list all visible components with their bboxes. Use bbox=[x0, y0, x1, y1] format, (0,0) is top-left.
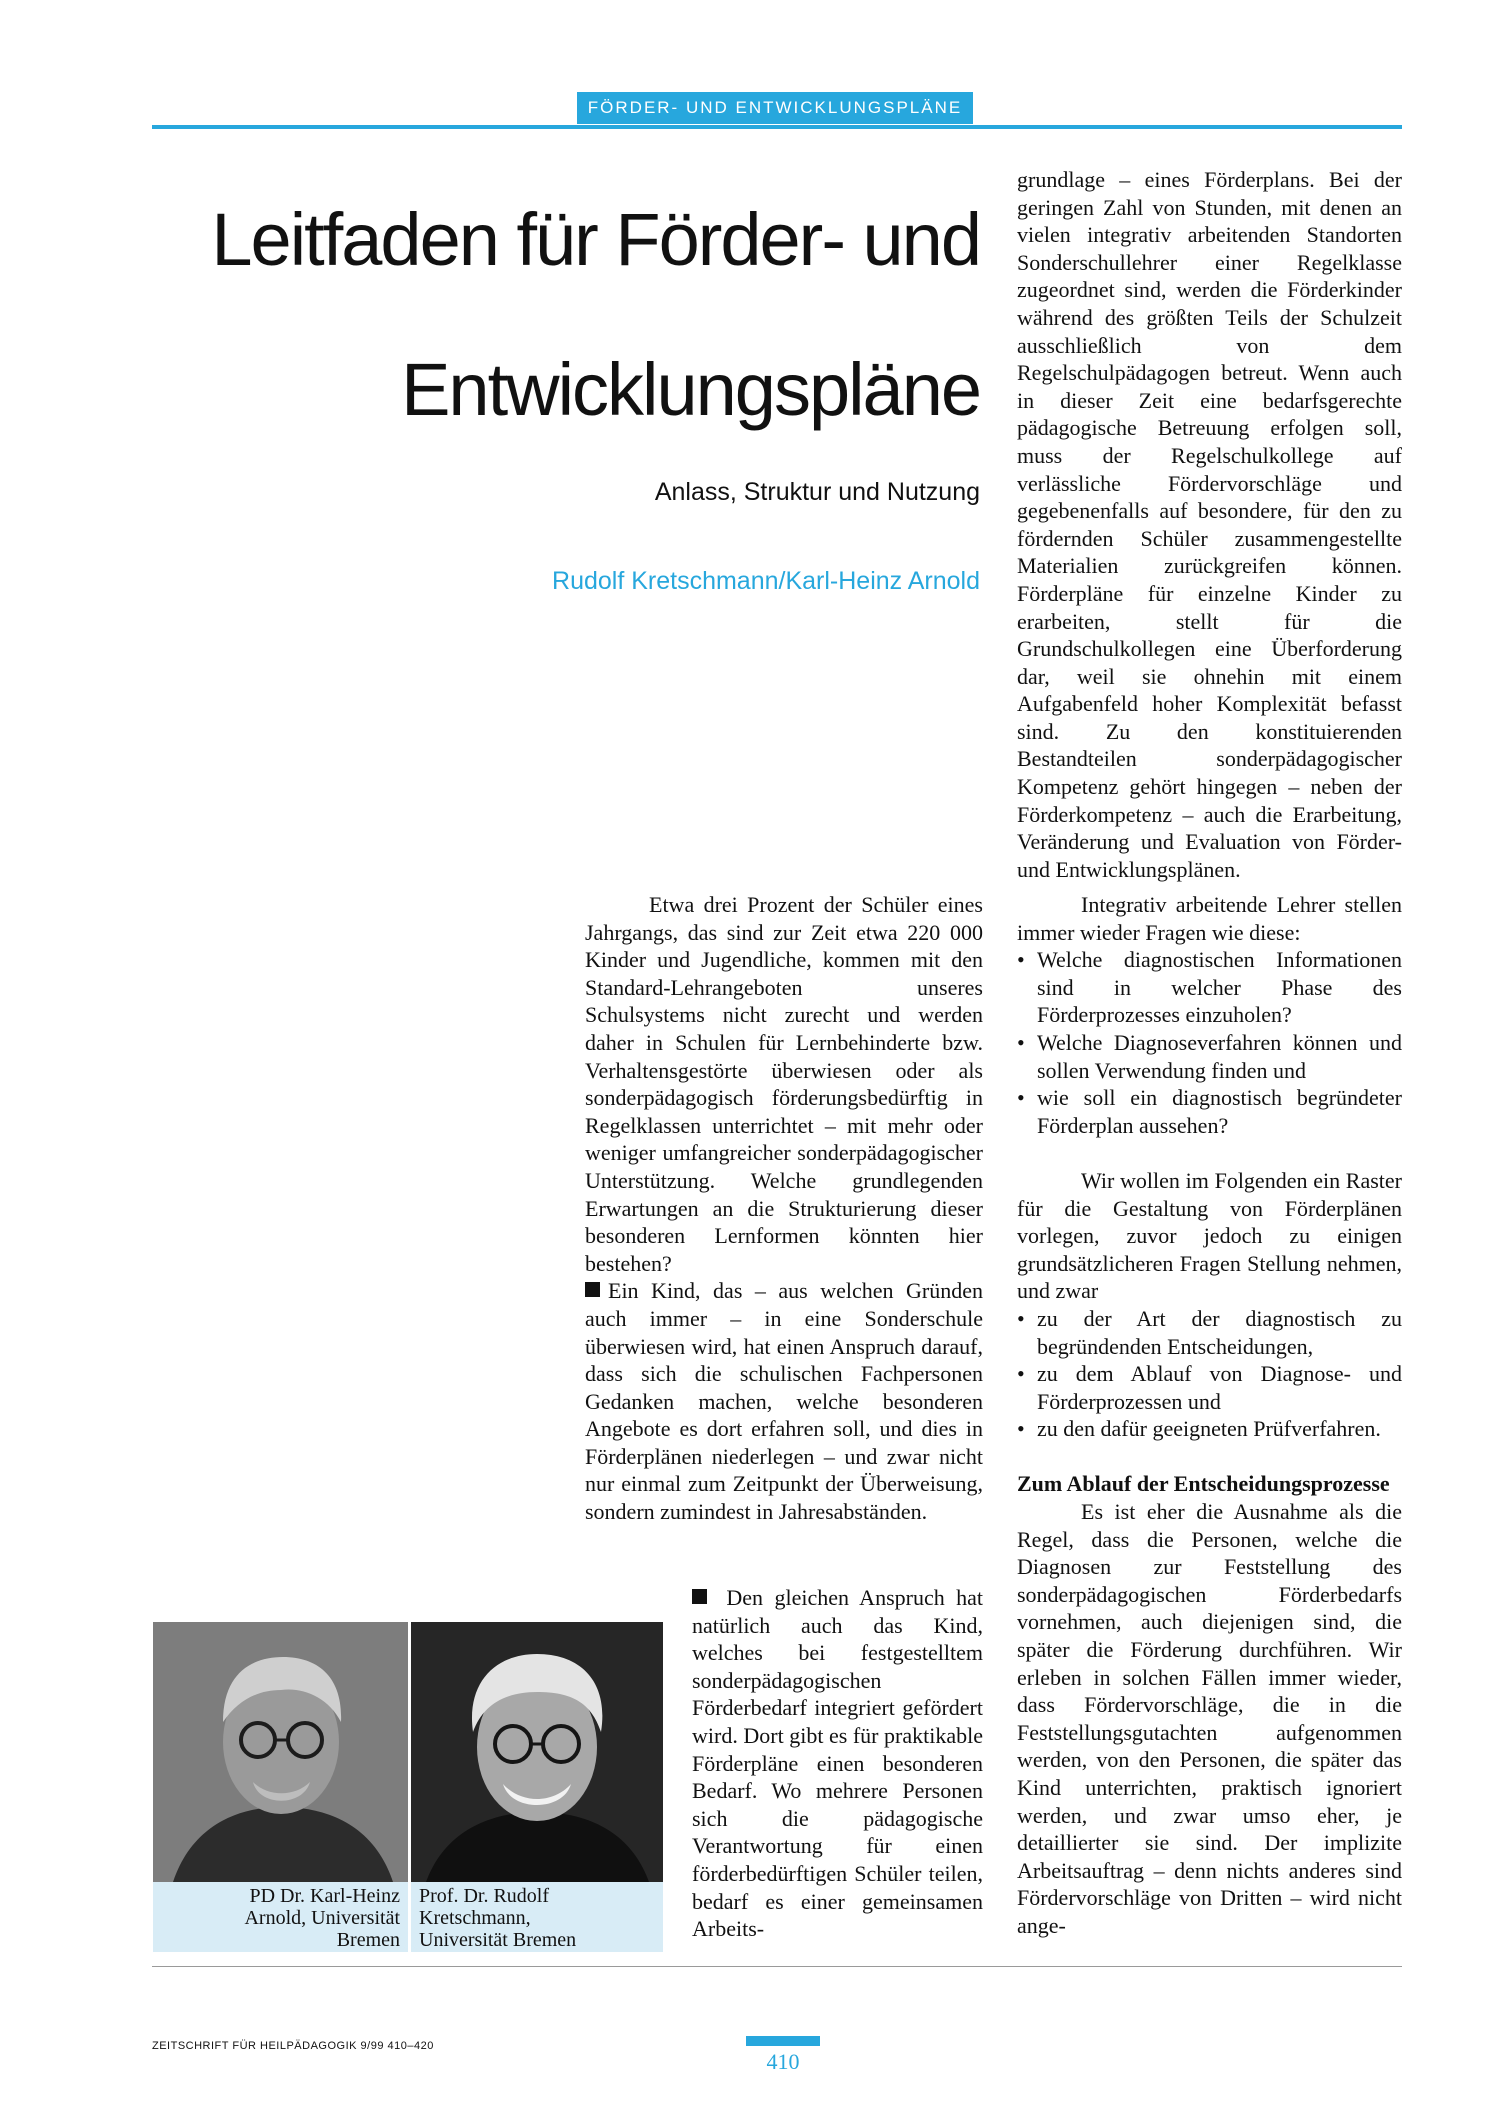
article-title-line2: Entwicklungspläne bbox=[401, 348, 980, 431]
header-rule bbox=[152, 125, 1402, 129]
portrait-kretschmann-image bbox=[411, 1622, 663, 1882]
paragraph: Wir wollen im Folgenden ein Raster für die Gestaltung von Förderplänen vorlegen, zuvor jedoch zu einigen grundsätzlicheren Fragen Stellung nehmen, und zwar bbox=[1017, 1167, 1402, 1304]
caption-line: Bremen bbox=[336, 1929, 400, 1951]
photo-caption-arnold bbox=[153, 1882, 408, 1952]
caption-line: Arnold, Universität bbox=[244, 1907, 400, 1929]
portrait-arnold-image bbox=[153, 1622, 408, 1882]
list-item: • zu den dafür geeigneten Prüfverfahren. bbox=[1017, 1415, 1402, 1443]
list-item: • Welche diagnostischen Informationen sind in welcher Phase des Förderprozesses einzuholen? bbox=[1017, 946, 1402, 1029]
caption-line: PD Dr. Karl-Heinz bbox=[249, 1885, 400, 1907]
paragraph: Etwa drei Prozent der Schüler eines Jahrgangs, das sind zur Zeit etwa 220 000 Kinder und Jugendliche, kommen mit den Standard-Lehrangeboten unseres Schulsystems nicht zurecht und werden daher in Schulen für Lernbehinderte bzw. Verhaltensgestörte überwiesen oder als sonderpädagogisch förderungsbedürftig in Regelklassen unterrichtet – mit mehr oder weniger umfangreicher sonderpädagogischer Unterstützung. Welche grundlegenden Erwartungen an die Strukturierung dieser besonderen Lernformen könnten hier bestehen? bbox=[585, 892, 983, 1276]
paragraph-marked bbox=[692, 1584, 983, 1943]
paragraph: Es ist eher die Ausnahme als die Regel, dass die Personen, welche die Diagnosen zur Feststellung des sonderpädagogischen Förderbedarfs vornehmen, auch diejenigen sind, die später die Förderung durchführen. Wir erleben in solchen Fällen immer wieder, dass Fördervorschläge, die in die Feststellungsgutachten aufgenommen werden, von den Personen, die später das Kind unterrichten, praktisch ignoriert werden, und zwar umso eher, je detaillierter sie sind. Der implizite Arbeitsauftrag – denn nichts anderes sind Fördervorschläge von Dritten – wird nicht ange- bbox=[1017, 1499, 1402, 1938]
footer-rule bbox=[152, 1966, 1402, 1967]
list-item: • wie soll ein diagnostisch begründeter Förderplan aussehen? bbox=[1017, 1084, 1402, 1139]
section-heading: Zum Ablauf der Entscheidungsprozesse bbox=[1017, 1471, 1390, 1497]
column-middle-narrow bbox=[692, 1584, 983, 1943]
article-authors: Rudolf Kretschmann/Karl-Heinz Arnold bbox=[552, 567, 980, 595]
journal-reference: ZEITSCHRIFT FÜR HEILPÄDAGOGIK 9/99 410–420 bbox=[152, 2040, 434, 2052]
author-photo-kretschmann bbox=[411, 1622, 663, 1882]
caption-line: Universität Bremen bbox=[419, 1929, 577, 1951]
section-tag: FÖRDER- UND ENTWICKLUNGSPLÄNE bbox=[577, 92, 973, 124]
article-title-line1: Leitfaden für Förder- und bbox=[211, 198, 980, 281]
author-photos bbox=[153, 1622, 643, 1952]
paragraph: grundlage – eines Förderplans. Bei der geringen Zahl von Stunden, mit denen an vielen integrativ arbeitenden Standorten Sonderschullehrer einer Regelklasse zugeordnet sind, werden die Förderkinder während des größten Teils der Schulzeit ausschließlich von dem Regelschulpädagogen betreut. Wenn auch in dieser Zeit eine bedarfsgerechte pädagogische Betreuung erfolgen soll, muss der Regelschulkollege auf verlässliche Fördervorschläge und gegebenenfalls auf besondere, für den zu fördernden Schüler zusammengestellte Materialien zurückgreifen können. Förderpläne für einzelne Kinder zu erarbeiten, stellt für die Grundschulkollegen eine Überforderung dar, weil sie ohnehin mit einem Aufgabenfeld hoher Komplexität befasst sind. Zu den konstituierenden Bestandteilen sonderpädagogischer Kompetenz gehört hingegen – neben der Förderkompetenz – auch die Erarbeitung, Veränderung und Evaluation von Förder- und Entwicklungsplänen. bbox=[1017, 167, 1402, 882]
paragraph-marked bbox=[585, 1277, 983, 1525]
caption-line: Kretschmann, bbox=[419, 1907, 531, 1929]
list-item: • zu dem Ablauf von Diagnose- und Förderprozessen und bbox=[1017, 1360, 1402, 1415]
list-item: • Welche Diagnoseverfahren können und sollen Verwendung finden und bbox=[1017, 1029, 1402, 1084]
column-right-top bbox=[1017, 166, 1402, 883]
page-number-bar bbox=[746, 2036, 820, 2046]
square-bullet-icon bbox=[692, 1589, 707, 1604]
column-right-bottom bbox=[1017, 891, 1402, 1940]
square-bullet-icon bbox=[585, 1282, 600, 1297]
list-item: • zu der Art der diagnostisch zu begründenden Entscheidungen, bbox=[1017, 1305, 1402, 1360]
paragraph: Integrativ arbeitende Lehrer stellen immer wieder Fragen wie diese: bbox=[1017, 892, 1402, 945]
page-number: 410 bbox=[766, 2049, 800, 2074]
paragraph-text: Ein Kind, das – aus welchen Gründen auch immer – in eine Sonderschule überwiesen wird, hat einen Anspruch darauf, dass sich die schulischen Fachpersonen Gedanken machen, welche besonderen Angebote es dort erfahren soll, und dies in Förderplänen niederlegen – und zwar nicht nur einmal zum Zeitpunkt der Überweisung, sondern zumindest in Jahresabständen. bbox=[585, 1278, 983, 1525]
question-list bbox=[1017, 946, 1402, 1139]
topic-list bbox=[1017, 1305, 1402, 1443]
author-photo-arnold bbox=[153, 1622, 408, 1882]
photo-caption-kretschmann bbox=[411, 1882, 663, 1952]
article-subtitle: Anlass, Struktur und Nutzung bbox=[654, 478, 980, 506]
paragraph-text: Den gleichen Anspruch hat natürlich auch das Kind, welches bei festgestelltem sonderpädagogischen Förderbedarf integriert gefördert wird. Dort gibt es für praktikable Förderpläne einen besonderen Bedarf. Wo mehrere Personen sich die pädagogische Verantwortung für einen förderbedürftigen Schüler teilen, bedarf es einer gemeinsamen Arbeits- bbox=[692, 1585, 983, 1942]
column-middle bbox=[585, 891, 983, 1526]
caption-line: Prof. Dr. Rudolf bbox=[419, 1885, 549, 1907]
